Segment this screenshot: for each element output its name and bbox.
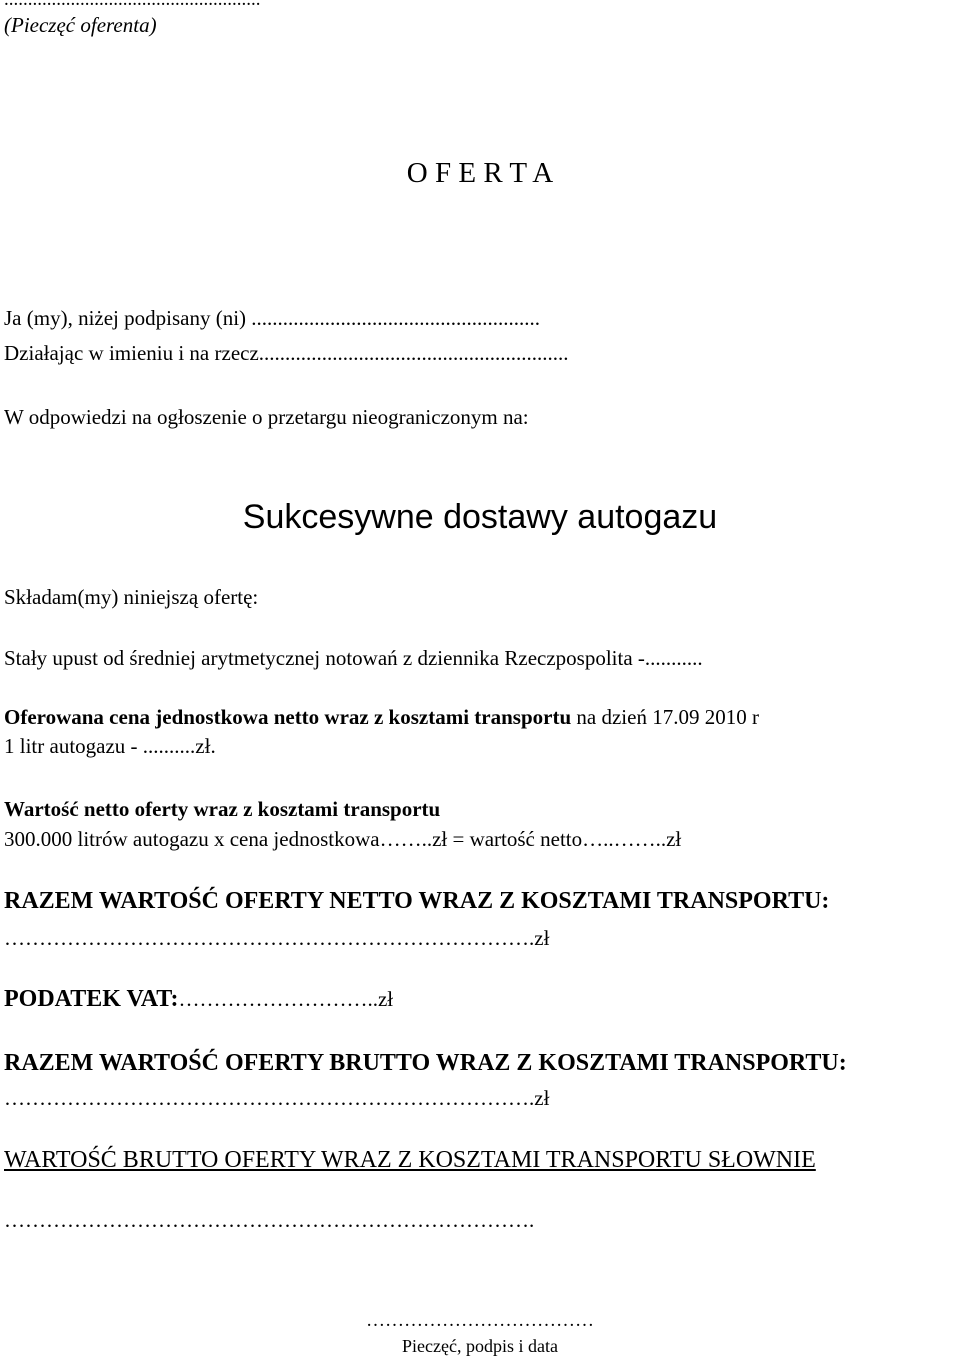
offer-submit-line: Składam(my) niniejszą ofertę: [4, 585, 259, 609]
unit-price-label: Oferowana cena jednostkowa netto wraz z kosztami transportu [4, 705, 572, 729]
vat-fill: ………………………..zł [178, 987, 394, 1011]
intro-behalf-line: Działając w imieniu i na rzecz........................................................... [4, 341, 569, 365]
stamp-label: (Pieczęć oferenta) [4, 13, 157, 37]
discount-line: Stały upust od średniej arytmetycznej notowań z dziennika Rzeczpospolita -........... [4, 646, 703, 670]
intro-tender-line: W odpowiedzi na ogłoszenie o przetargu nieograniczonym na: [4, 405, 529, 429]
total-net-title: RAZEM WARTOŚĆ OFERTY NETTO WRAZ Z KOSZTAMI TRANSPORTU: [4, 888, 830, 914]
vat-title: PODATEK VAT: [4, 986, 179, 1012]
vat-line [4, 985, 393, 1013]
subject-title: Sukcesywne dostawy autogazu [242, 498, 718, 536]
gross-in-words-title: WARTOŚĆ BRUTTO OFERTY WRAZ Z KOSZTAMI TRANSPORTU SŁOWNIE [4, 1147, 816, 1173]
unit-price-line [4, 704, 759, 730]
unit-price-litre-line: 1 litr autogazu - ..........zł. [4, 734, 216, 758]
net-value-calculation: 300.000 litrów autogazu x cena jednostkowa……..zł = wartość netto…..……..zł [4, 827, 682, 851]
unit-price-date: na dzień 17.09 2010 r [571, 705, 759, 729]
intro-signer-line: Ja (my), niżej podpisany (ni) ....................................................... [4, 306, 541, 330]
net-value-title: Wartość netto oferty wraz z kosztami transportu [4, 797, 441, 821]
signature-label: Pieczęć, podpis i data [402, 1336, 558, 1356]
total-net-fill: ………………………………………………………………….zł [4, 926, 550, 950]
document-title: O F E R T A [406, 157, 554, 189]
gross-in-words-fill: …………………………………………………………………. [4, 1208, 535, 1232]
total-gross-fill: ………………………………………………………………….zł [4, 1086, 550, 1110]
signature-dots: ……………………………… [366, 1310, 594, 1331]
total-gross-title: RAZEM WARTOŚĆ OFERTY BRUTTO WRAZ Z KOSZTAMI TRANSPORTU: [4, 1050, 847, 1076]
